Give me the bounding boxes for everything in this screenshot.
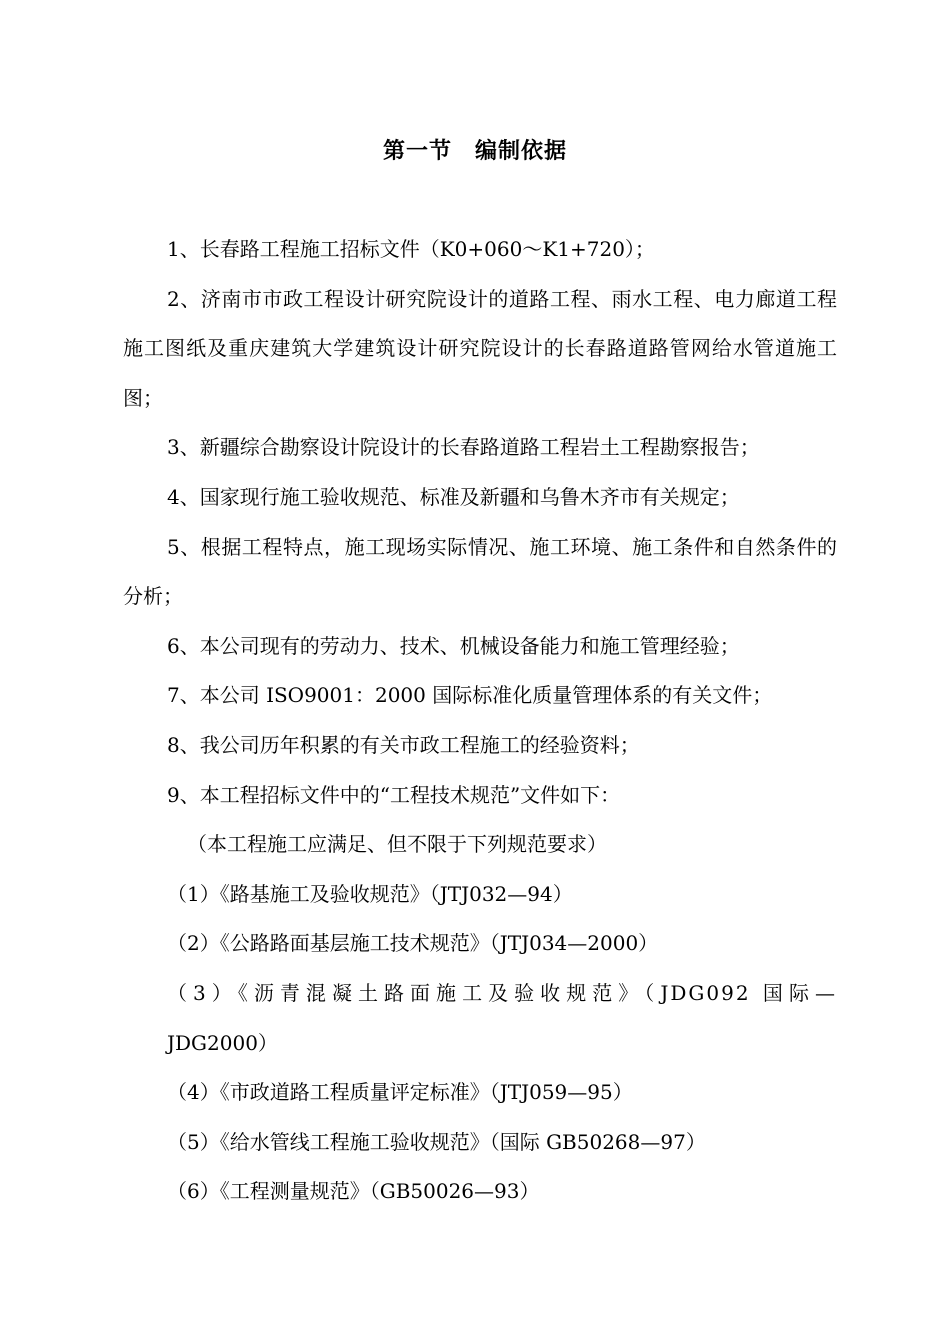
standard-item-1: （1）《路基施工及验收规范》（JTJ032—94） <box>167 881 573 906</box>
paragraph-1: 1、长春路工程施工招标文件（K0+060～K1+720）； <box>167 237 655 261</box>
standard-item-3-line-1: （3）《沥青混凝土路面施工及验收规范》（JDG092 国际— <box>167 980 837 1005</box>
paragraph-9: 9、本工程招标文件中的“工程技术规范”文件如下： <box>167 782 621 807</box>
paragraph-3: 3、新疆综合勘察设计院设计的长春路道路工程岩土工程勘察报告； <box>167 435 760 460</box>
paragraph-4: 4、国家现行施工验收规范、标准及新疆和乌鲁木齐市有关规定； <box>167 484 740 509</box>
paragraph-8: 8、我公司历年积累的有关市政工程施工的经验资料； <box>167 732 640 757</box>
standard-item-2: （2）《公路路面基层施工技术规范》（JTJ034—2000） <box>167 931 659 956</box>
standard-item-5: （5）《给水管线工程施工验收规范》（国际 GB50268—97） <box>167 1129 706 1154</box>
standard-item-6: （6）《工程测量规范》（GB50026—93） <box>167 1179 540 1204</box>
standard-item-3-line-2: JDG2000） <box>167 1030 278 1055</box>
standard-item-3 <box>123 969 837 1068</box>
document-body <box>123 225 837 1217</box>
section-title: 第一节 编制依据 <box>382 139 567 164</box>
standard-item-4: （4）《市政道路工程质量评定标准》（JTJ059—95） <box>167 1080 633 1105</box>
paragraph-5: 5、根据工程特点，施工现场实际情况、施工环境、施工条件和自然条件的分析； <box>123 534 837 609</box>
paragraph-6: 6、本公司现有的劳动力、技术、机械设备能力和施工管理经验； <box>167 633 740 658</box>
paragraph-7: 7、本公司 ISO9001：2000 国际标准化质量管理体系的有关文件； <box>167 683 773 708</box>
paragraph-2: 2、济南市市政工程设计研究院设计的道路工程、雨水工程、电力廊道工程施工图纸及重庆建筑大学建筑设计研究院设计的长春路道路管网给水管道施工图； <box>123 286 837 410</box>
standards-note: （本工程施工应满足、但不限于下列规范要求） <box>187 832 607 857</box>
